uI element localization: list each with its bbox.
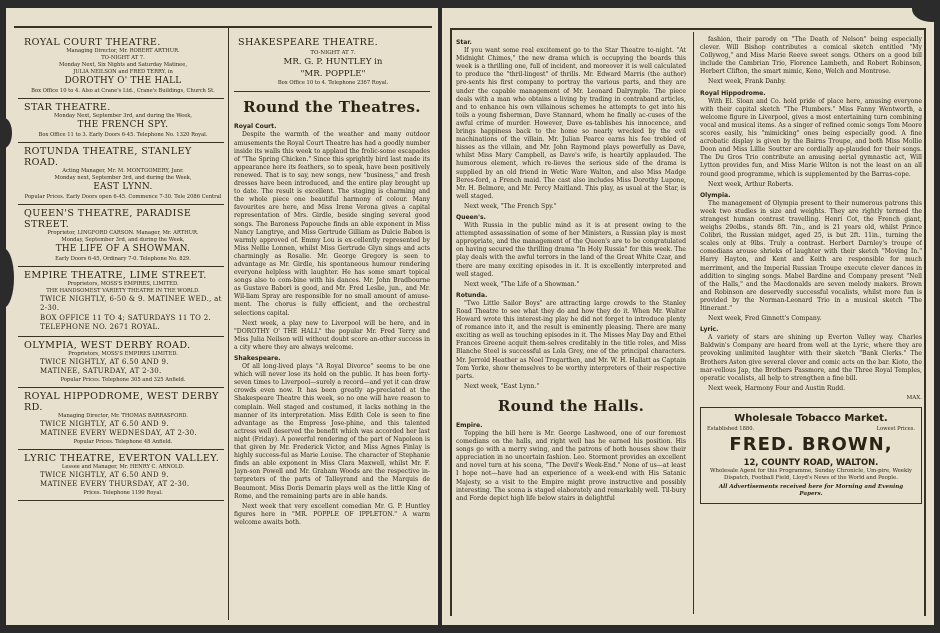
column-divider [693,32,694,614]
ad-headline: MR. G. P. HUNTLEY in [283,57,383,68]
ad-foot: Prices. Telephone 1190 Royal. [83,489,163,496]
paragraph: Next week, Arthur Roberts. [708,180,794,188]
section-heading: Lyric. [700,326,719,334]
ad-foot: Box Office 11 to 3. Early Doors 6-45. Telephone No. 1320 Royal. [38,131,208,138]
ad-headline: TWICE NIGHTLY, 6-50 & 9. MATINEE WED., at 2-30. [40,294,222,313]
ad-foot: Popular Prices. Telephone 305 and 325 Anfield. [60,376,186,383]
ad-line: Monday Next, Six Nights and Saturday Matinee, [59,62,187,69]
ad-headline: EAST LYNN. [93,182,153,193]
ad-headline: TWICE NIGHTLY, AT 6.50 AND 9. [40,419,169,428]
paper-tear [6,248,14,308]
ad-line: Acting Manager, Mr. M. MONTGOMERY, Junr. [62,167,184,174]
ad-line: TO-NIGHT AT 7. [310,49,356,56]
paragraph: Next week that very excellent comedian Mr. G. P. Huntley figures here in "MR. POPPLE OF IPPLETON." A warm welcome awaits both. [234,502,430,526]
paragraph: Next week, a play new to Liverpool will be here, and in "DOROTHY O' THE HALL" the popular Mr. Fred Terry and Miss Julia Neilson will without doubt score an-other success in a city where they are always welcome. [234,319,430,351]
ad-foot: Box Office 10 to 4. Telephone 2367 Royal. [277,80,389,87]
theatre-ad [18,450,224,501]
paragraph: Next week, "The French Spy." [464,202,557,210]
ad-line: Monday Next, September 3rd, and during the Week, [53,113,193,120]
paper-tear [912,8,934,22]
shakespeare-ad [234,34,430,92]
ad-headline: THE FRENCH SPY. [77,120,169,131]
column-divider [228,28,229,620]
ad-headline: MATINEE EVERY THURSDAY, AT 2-30. [40,480,190,489]
ad-name: QUEEN'S THEATRE, PARADISE STREET. [24,207,192,230]
page-headline: Round the Theatres. [243,98,421,117]
reviews-column-1 [456,36,686,610]
tobacco-ad [700,407,922,503]
paragraph: The management of Olympia present to their numerous patrons this week two studies in size and weights. They are rightly termed the strangest human contrast travelling. Henri Cot, the French giant, weighs 29olbs., stands 8ft. 7in., and is 21 years old, whilst Prince Colibri, the Russian midget, aged 25, is but 2ft. 11in., turning the scales only at 9lbs. Truly a contrast. Herbert Darnley's troupe of comedians arouse shrieks of laughter with their sketch "Moving In." Harry Hayton, and Kent and Keith are responsible for much merriment, and the Imperial Russian Troupe execute clever dances in addition to singing songs. Mabel Bardine and Company present "Nell of the Halls," and the Macdonalds are seven melody makers. Brown and Robinson are deservedly successful vocalists, whilst more fun is provided by the Norman-Leonard Trio in a musical sketch "The Itinerant." [700,199,922,312]
theatre-reviews [234,123,430,527]
theatre-ad [18,205,224,267]
section-heading: Queen's. [456,213,486,221]
theatre-ad [18,143,224,205]
ad-foot: Popular Prices. Early Doors open 6-45. Commence 7-30. Tele 2086 Central [24,193,222,200]
ad-name: ROYAL COURT THEATRE. [24,37,161,48]
paragraph: Next week, "The Life of a Showman." [464,280,580,288]
round-the-theatres-column [234,34,430,616]
left-page [6,8,438,625]
paragraph: Despite the warmth of the weather and many outdoor amusements the Royal Court Theatre has had a goodly number inside its walls this week to applaud the frolic-some escapades of "The Spring Chicken." Since this sprightly bird last made its appearance here its feathers, so to speak, have been positively renewed. That is to say, new songs, new "business," and fresh dresses have been introduced, and the entire play brought up to date. The result is excellent. The staging is charming and the whole piece one beautiful harmony of colour. Many favourites are here, and Miss Irene Verona gives a capital representation of Mrs. Girdle, beside singing several good songs. The Baroness Papouche finds an able exponent in Miss Nancy Langtrye, and Miss Gertrude Gilliam as Dulcie Babon is warmly approved of. Emmy Lou is ex-cellently represented by Miss Nellie Lonnen, whilst Miss Gertrude Glyn sings and acts charmingly as Rosalie. Mr. George Gregory is seen to advantage as Mr. Girdle, his spontaneous humour rendering everyone helpless with laughter. He has some smart topical songs also to com-bine with his dances. Mr. John Bradbourne as Gustave Babori is good, and Mr. Fred Leslie, jun., and Mr. Wil-liam Spray are responsible for no small amount of amuse-ment. The chorus is fully efficient, and the orchestral selections capital. [234,131,430,317]
ad-line: TO-NIGHT AT 7. [101,55,145,62]
paragraph: Of all long-lived plays "A Royal Divorce" seems to be one which will never lose its hold on the public. It has been forty-seven times to Liverpool—surely a record—and yet it can draw crowds even now. It has been greatly ap-preciated at the Shakespeare Theatre this week, so no one will have reason to complain. Well staged and costumed, it lacks nothing in the manner of its interpretation. Miss Edith Cole is seen to fine advantage as the Empress Jose-phine, and this talented actress well deserved the benefit which was accorded her last night (Friday). A powerful rendering of the part of Napoleon is that given by Mr. Frederick Victor, and Miss Agnes Finlay is highly success-ful as Marie Louise. The character of Stephanie finds an able exponent in Miss Clara Maxwell, whilst Mr. F. Jayn-son Powell and Mr. Graham Woods are the respective in-terpreters of the parts of Talleyrand and the Marquis de Beaumont. Miss Doris Demarin plays well as the little King of Rome, and the remaining parts are in able hands. [234,363,430,500]
ad-headline: DOROTHY O' THE HALL [64,76,182,87]
right-page [442,8,934,625]
paragraph: If you want some real excitement go to the Star Theatre to-night. "At Midnight Chimes," the new drama which is occupying the boards this week is a thrilling one, full of incident, and moreover it is well calculated to produce the "thril-lingest" of thrills. Mr. Edward Marris (the author) pre-sents his first company to portray the various parts, and they are under the capable management of Mr. Leonard Dalrymple. The piece deals with a man who obtains a living by trading in contraband articles, and to enhance his own villainous schemes he attempts to get into his toils a young fisherman, Dave Stannard, whom he finally ac-cuses of the awful crime of murder. However, Dave es-tablishes his innocence, and brings happiness back to the home so nearly wrecked by the evil machinations of the villain. Mr. Julian Pearce earns his fee trebled of hisses as the villain, and Mr. John Raymond plays powerfully as Dave, whilst Miss Mary Campbell, as Dave's wife, is heartily applauded. The humorous element, which re-lieves the serious side of the drama is supplied by an old friend in Wetic Ware Walton, and also Miss Madge Beres-ford, a French maid. The cast also includes Miss Dorothy Lupone, Mr. H. Belmore, and Mr. Percy Maitland. This play, as usual at the Star, is well staged. [456,47,686,200]
theatre-ad [18,99,224,143]
ad-title: Wholesale Tobacco Market. [734,413,888,425]
ad-line: JULIA NEILSON and FRED TERRY, in [73,69,173,76]
section-heading: Empire. [456,421,483,429]
ad-foot: Popular Prices. Telephone 48 Anfield. [73,438,173,445]
paragraph: With Russia in the public mind as it is at present owing to the attempted assassination of some of her Ministers, a Russian play is most appropriate, and the management of the Queen's are to be congratulated on having secured the thrilling drama "In Holy Russia" for this week. The play deals with the awful terrors in the land of the Great White Czar, and there are many exciting episodes in it. It is excellently interpreted and well staged. [456,222,686,278]
paragraph: Topping the bill here is Mr. George Lashwood, one of our foremost comedians on the halls, and right well has he earned his position. His songs go with a merry swing, and the patrons of both houses show their appreciation in no uncertain fashion. Leo. Stormont provides an excellent and novel turn at his scena, "The Devil's Week-End." None of us—at least I hope not—have had an experience of a week-end with His Satanic Majesty, so a visit to the Empire might prove instructive and possibly interesting. The scena is staged elaborately and remarkably well. Til-bury and Forde depict high life below stairs in delightful [456,429,686,502]
ad-line: Proprietors, MOSS'S EMPIRES LIMITED. [68,350,178,357]
ad-line: Proprietor, LINGFORD CARSON. Manager, Mr. ARTHUR. [47,229,199,236]
section-heading: Rotunda. [456,291,488,299]
paragraph: With El. Sloan and Co. hold pride of place here, amusing everyone with their capital sketch "The Plumbers." Miss Fanny Wentworth, a welcome figure in Liverpool, gives a most entertaining turn combining vocal and musical items. As a singer of refined comic songs Tom Moore scores easily, his "mimicking" ones being especially good. A fine acrobatic display is given by the Bairns Troupe, and both Miss Mollie Doon and Miss Lillie Soutter are cordially ap-plauded for their songs. The Du Gros Trio contribute an amusing aerial gymnastic act, Will Lytton provides fun, and Miss Marie Wilton is not the least on an all round good programme, which is supplemented by the Barras-cope. [700,97,922,178]
paper-tear [6,118,12,148]
left-rule [450,28,452,616]
ad-headline: BOX OFFICE 11 TO 4; SATURDAYS 11 TO 2. [40,313,211,322]
ad-line: Lessee and Manager, Mr. HENRY C. ARNOLD. [61,463,185,470]
paragraph: "Two Little Sailor Boys" are attracting large crowds to the Stanley Road Theatre to see what they do and how they do it. When Mr. Walter Howard wrote this interest-ing play he did not forget to introduce plenty of romance into it, and the result is eminently pleasing. There are many exciting as well as touching episodes in it. The Misses May Day and Ethel Frances Greene acquit them-selves creditably in the title roles, and Miss Blanche Steel is successful as Lola Grey, one of the principal characters. Mr. Jerrold Heather as Noel Tregarthen, and Mr. W. H. Hallatt as Captain Tom Yorke, show themselves to be worthy interpreters of their respective parts. [456,299,686,380]
reviews-column-2 [700,36,922,610]
top-rule [450,28,926,30]
paragraph: fashion, their parody on "The Death of Nelson" being especially clever. Will Bishop contributes a comical sketch entitled "My Collywog," and Miss Marie Reeve sweet songs. Others on a good bill include the Cambrian Trio, Florence Lambeth, and Robert Robinson, Herbert Clifton, the smart mimic, Keno, Welch and Montrose. [700,36,922,76]
ad-headline: MATINEE EVERY WEDNESDAY, AT 2-30. [40,429,197,438]
ad-headline: TWICE NIGHTLY, AT 6.50 AND 9. [40,357,169,366]
ad-address: 12, COUNTY ROAD, WALTON. [743,456,879,467]
theatre-ad [18,388,224,450]
ad-headline: MATINEE, SATURDAY, AT 2-30. [40,367,162,376]
ad-name: ROTUNDA THEATRE, STANLEY ROAD. [24,145,192,168]
ad-name: ROYAL HIPPODROME, WEST DERBY RD. [24,390,219,413]
ad-prices: Lowest Prices. [876,425,915,432]
section-heading: Olympia. [700,191,731,199]
ad-name: OLYMPIA, WEST DERBY ROAD. [24,339,191,351]
theatre-ad [18,267,224,337]
ad-line: Proprietors, MOSS'S EMPIRES, LIMITED. [67,280,179,287]
ad-line: Monday next, September 3rd, and during the Week, [54,175,192,181]
ad-foot: Early Doors 6-45, Ordinary 7-0. Telephone No. 829. [55,255,191,262]
theatre-ad [18,34,224,99]
top-rule [14,26,432,28]
ad-merchant: FRED. BROWN, [729,433,893,455]
right-rule [924,28,926,616]
ad-line: Managing Director, Mr. THOMAS BARRASFORD. [58,412,188,419]
ad-name: STAR THEATRE. [24,101,111,113]
ad-headline: "MR. POPPLE" [300,68,366,79]
ad-line: Monday, September 3rd, and during the Week, [61,236,185,243]
paragraph: Next week, Frank Danby. [708,78,786,86]
paragraph: Next week, "East Lynn." [464,382,540,390]
section-heading: Star. [456,39,472,46]
halls-headline: Round the Halls. [497,396,645,415]
ad-headline: THE LIFE OF A SHOWMAN. [55,244,191,254]
paragraph: Next week, Fred Ginnett's Company. [708,315,822,323]
section-heading: Royal Hippodrome. [700,89,766,97]
theatre-ad [18,337,224,388]
signature: MAX. [906,394,922,401]
ad-note: All Advertisements received here for Morning and Evening Papers. [718,483,904,498]
paragraph: A variety of stars are shining up Everton Valley way. Charles Baldwin's Company are heard from well at the Lyric, where they are provoking unlimited laughter with their sketch "Bank Clerks." The Brothers Aston give several clever and comic acts on the bar. Kioto, the mar-vellous Jap, the Brothers Passmore, and the Three Royal Temples, operatic vocalists, all help to strengthen a fine bill. [700,334,922,382]
ad-name: EMPIRE THEATRE, LIME STREET. [24,269,207,281]
theatre-ads-column [18,34,224,616]
ad-headline: TELEPHONE NO. 2671 ROYAL. [40,323,161,332]
ad-established: Established 1880. [707,425,755,432]
ad-line: THE HANDSOMEST VARIETY THEATRE IN THE WORLD. [46,287,200,294]
ad-description: Wholesale Agent for this Programme, Sunday Chronicle, Um-pire, Weekly Dispatch, Football Field, Lloyd's News of the World and People. [710,467,912,481]
paragraph: Next week, Harmony Four and Austin Rudd. [708,384,846,392]
ad-foot: Box Office 10 to 4. Also at Crane's Ltd., Crane's Buildings, Church St. [31,87,215,94]
ad-name: SHAKESPEARE THEATRE. [238,37,379,48]
ad-line: Managing Director, Mr. ROBERT ARTHUR. [66,48,180,55]
ad-headline: TWICE NIGHTLY, AT 6.50 AND 9. [40,470,169,479]
section-heading: Shakespeare. [234,355,281,362]
section-heading: Royal Court. [234,123,277,131]
ad-name: LYRIC THEATRE, EVERTON VALLEY. [24,452,220,464]
